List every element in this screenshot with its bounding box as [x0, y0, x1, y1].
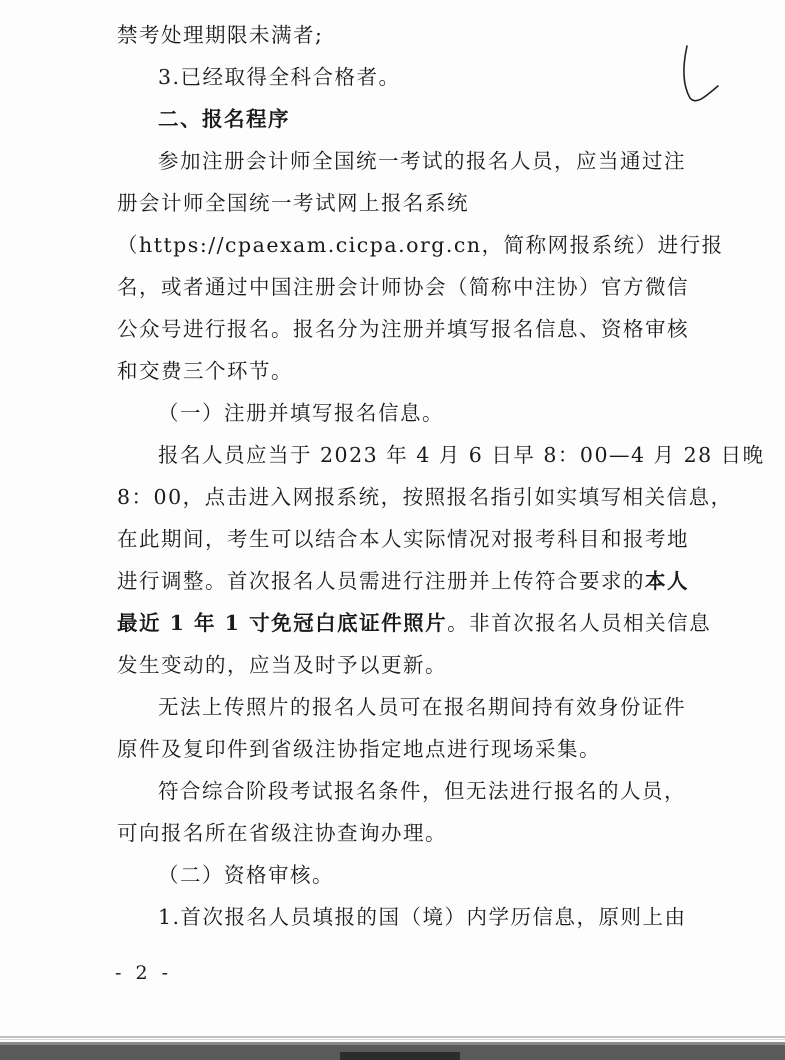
paragraph-line: 发生变动的，应当及时予以更新。	[117, 653, 447, 677]
emphasized-text: 本人	[645, 569, 689, 593]
list-item: 3.已经取得全科合格者。	[158, 65, 401, 89]
paragraph-line: 公众号进行报名。报名分为注册并填写报名信息、资格审核	[117, 317, 689, 341]
line-text: 。非首次报名人员相关信息	[447, 611, 712, 635]
subsection-heading: （二）资格审核。	[158, 863, 334, 887]
paragraph-line	[117, 560, 689, 602]
line-text: 进行调整。首次报名人员需进行注册并上传符合要求的	[117, 569, 645, 593]
paragraph-line: 参加注册会计师全国统一考试的报名人员，应当通过注	[158, 149, 686, 173]
page-number: - 2 -	[115, 962, 173, 984]
paragraph-line: 符合综合阶段考试报名条件，但无法进行报名的人员，	[158, 779, 686, 803]
text-line: 禁考处理期限未满者;	[117, 23, 324, 47]
paragraph-line: 可向报名所在省级注协查询办理。	[117, 821, 447, 845]
paragraph-line: 在此期间，考生可以结合本人实际情况对报考科目和报考地	[117, 527, 689, 551]
scan-border	[0, 1036, 785, 1060]
paragraph-line: 册会计师全国统一考试网上报名系统	[117, 191, 469, 215]
paragraph-line: 8：00，点击进入网报系统，按照报名指引如实填写相关信息，	[117, 485, 733, 509]
section-heading: 二、报名程序	[158, 107, 290, 131]
list-item: 1.首次报名人员填报的国（境）内学历信息，原则上由	[158, 905, 687, 929]
paragraph-line: 和交费三个环节。	[117, 359, 293, 383]
paragraph-line: 原件及复印件到省级注协指定地点进行现场采集。	[117, 737, 601, 761]
handwritten-mark	[678, 42, 728, 108]
document-body	[117, 14, 765, 938]
paragraph-line: （https://cpaexam.cicpa.org.cn，简称网报系统）进行报	[117, 233, 724, 257]
paragraph-line	[117, 602, 712, 644]
paragraph-line: 名，或者通过中国注册会计师协会（简称中注协）官方微信	[117, 275, 689, 299]
paragraph-line: 无法上传照片的报名人员可在报名期间持有效身份证件	[158, 695, 686, 719]
emphasized-text: 最近 1 年 1 寸免冠白底证件照片	[117, 611, 448, 635]
paragraph-line: 报名人员应当于 2023 年 4 月 6 日早 8：00—4 月 28 日晚	[158, 443, 765, 467]
subsection-heading: （一）注册并填写报名信息。	[158, 401, 444, 425]
